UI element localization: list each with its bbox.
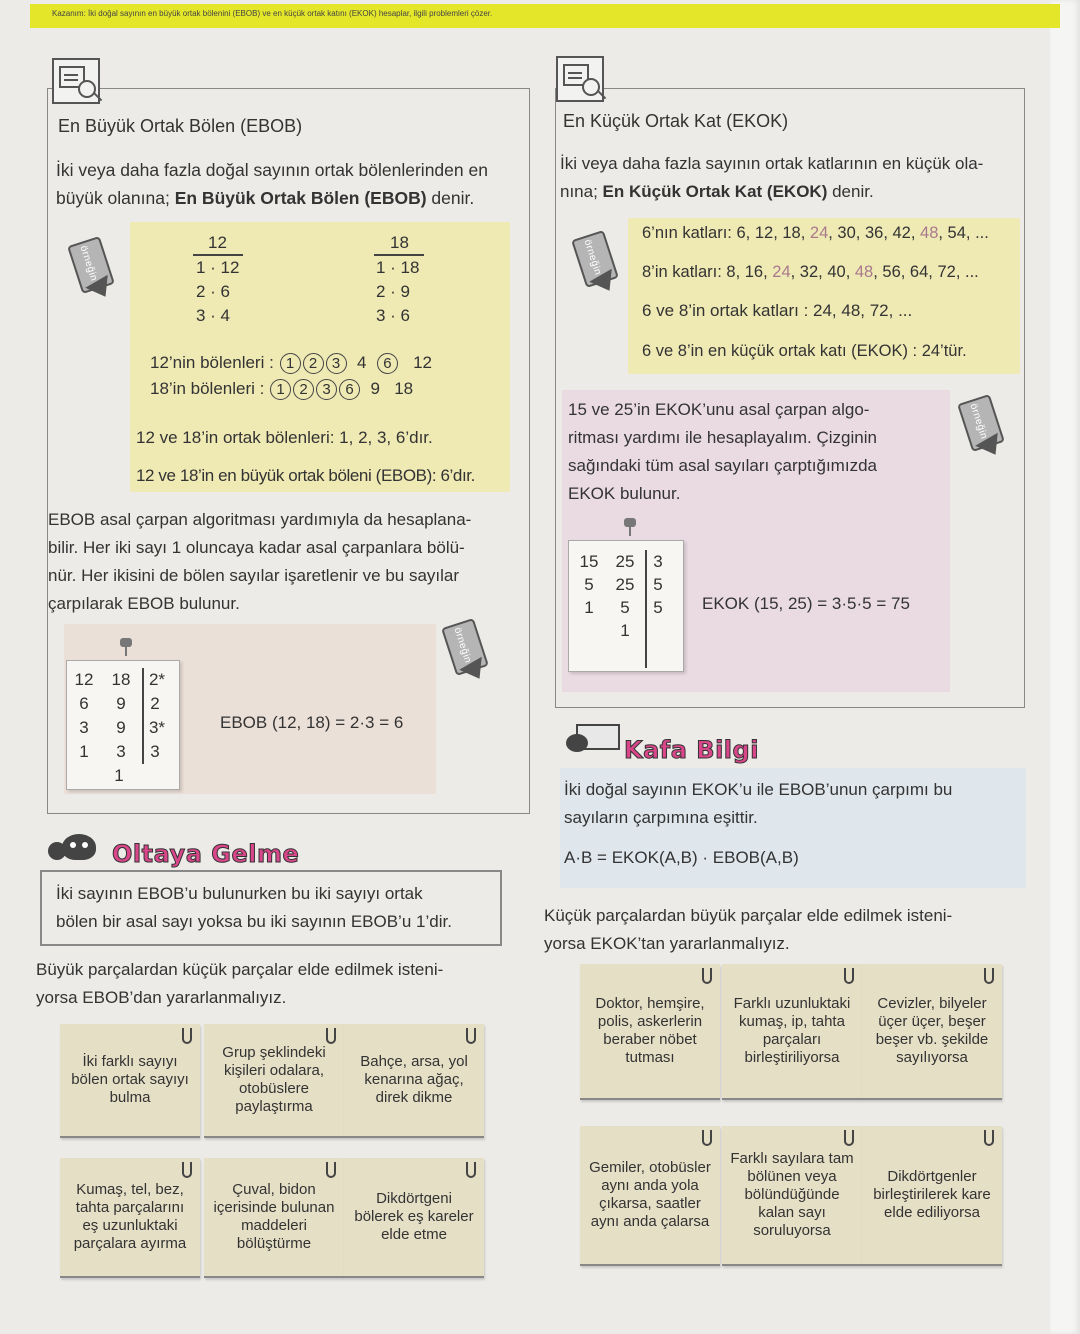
katlar-6: 6’nın katları: 6, 12, 18, 24, 30, 36, 42, 48, 54, ... [642,224,989,242]
ekok-intro: İki veya daha fazla sayının ortak katlarının en küçük ola- nına; En Küçük Ortak Kat (EKOK) denir. [560,154,984,201]
ekok-title: En Küçük Ortak Kat (EKOK) [563,111,789,131]
grid-cell: 9 [116,718,126,737]
grid-cell: 5 [584,575,594,594]
grid-cell: 3* [148,718,166,737]
ornegin-badge-icon: örneğin [570,232,626,298]
paperclip-icon [182,1162,192,1178]
paperclip-icon [702,1130,712,1146]
grid-cell: 1 [620,621,630,640]
ebob-use-note: Dikdörtgeni bölerek eş kareler elde etme [344,1158,484,1278]
ebob-use-note: Grup şeklindeki kişileri odalara, otobüslere paylaştırma [204,1024,344,1138]
ex1-row: 1 · 12 [196,258,240,277]
kafa-bilgi-title: Kafa Bilgi [624,736,759,764]
ekok-algo-text: 15 ve 25’in EKOK’unu asal çarpan algo- ritması yardımı ile hesaplayalım. Çizginin sağındaki tüm asal sayıları çarptığımızda EKOK bulunur. [568,400,877,503]
pin-icon [622,518,638,536]
ornegin-badge-icon: örneğin [66,238,122,304]
ex1-row: 3 · 6 [376,306,411,325]
ebob-result-text: 12 ve 18’in en büyük ortak böleni (EBOB): 6’dır. [136,466,475,485]
oltaya-gelme-text: İki sayının EBOB’u bulunurken bu iki sayıyı ortak bölen bir asal sayı yoksa bu iki sayının EBOB’u 1’dir. [56,884,452,931]
ekok-use-note: Farklı sayılara tam bölünen veya bölündüğünde kalan sayı soruluyorsa [722,1126,862,1266]
paperclip-icon [844,1130,854,1146]
ex1-row: 1 · 18 [376,258,420,277]
paperclip-icon [182,1028,192,1044]
grid-cell: 6 [79,694,89,713]
grid-cell: 5 [620,598,630,617]
grid-cell: 2* [148,670,166,689]
grid-cell: 25 [615,552,635,571]
ex1-row: 3 · 4 [196,306,231,325]
kazanim-header: Kazanım: İki doğal sayının en büyük ortak bölenini (EBOB) ve en küçük ortak katını (EKOK) hesaplar, ilgili problemleri çözer. [30,4,1060,28]
ebob-use-note: İki farklı sayıyı bölen ortak sayıyı bulma [60,1024,200,1138]
magnifier-screen-icon [52,58,100,104]
grid-cell: 15 [579,552,599,571]
grid-cell: 25 [615,575,635,594]
ebob-title: En Büyük Ortak Bölen (EBOB) [58,116,303,136]
ex1-head-18: 18 [390,233,409,252]
paperclip-icon [466,1162,476,1178]
grid-cell: 3 [116,742,126,761]
ebob-intro: İki veya daha fazla doğal sayının ortak bölenlerinden en büyük olanına; En Büyük Ortak Bölen (EBOB) denir. [56,160,488,208]
paperclip-icon [702,968,712,984]
ekok-result-text: 6 ve 8’in en küçük ortak katı (EKOK) : 24’tür. [642,342,967,360]
ekok-use-note: Cevizler, bilyeler üçer üçer, beşer beşer vb. şekilde sayılıyorsa [862,964,1002,1100]
paperclip-icon [984,1130,994,1146]
ekok-use-note: Dikdörtgenler birleştirilerek kare elde ediliyorsa [862,1126,1002,1266]
grid-cell: 2 [150,694,160,713]
ex1-row: 2 · 6 [196,282,231,301]
bolenler-12: 12’nin bölenleri : 1 2 3 4 6 12 [150,353,433,372]
magnifier-screen-icon [556,56,604,102]
cat-fishing-icon [48,830,110,860]
ex1-row: 2 · 9 [376,282,411,301]
grid-cell: 1 [584,598,594,617]
grid-cell: 1 [114,766,124,785]
grid-cell: 9 [116,694,126,713]
grid-cell: 3 [653,552,663,571]
divider [374,254,424,256]
ebob-use-note: Kumaş, tel, bez, tahta parçalarını eş uzunluktaki parçalara ayırma [60,1158,200,1278]
kafa-bilgi-formula: A·B = EKOK(A,B) · EBOB(A,B) [564,848,799,867]
ortak-katlar: 6 ve 8’in ortak katları : 24, 48, 72, ... [642,301,913,320]
katlar-8: 8’in katları: 8, 16, 24, 32, 40, 48, 56, 64, 72, ... [642,263,979,281]
page-edge [1050,0,1080,1334]
ebob-use-note: Çuval, bidon içerisinde bulunan maddeleri bölüştürme [204,1158,344,1278]
grid-cell: 3 [79,718,89,737]
ex1-head-12: 12 [208,233,227,252]
divider [193,254,243,256]
ekok-use-note: Doktor, hemşire, polis, askerlerin beraber nöbet tutması [580,964,720,1100]
ebob-algo-text: EBOB asal çarpan algoritması yardımıyla da hesaplana- bilir. Her iki sayı 1 oluncaya kadar asal çarpanlara bölü- nür. Her ikisini de bölen sayılar işaretlenir ve bu sayılar çarpılarak EBOB bulunur. [48,510,472,613]
grid-cell: 3 [150,742,160,761]
pin-icon [118,638,134,656]
kafa-bilgi-text: İki doğal sayının EKOK’u ile EBOB’unun çarpımı bu sayıların çarpımına eşittir. [564,780,953,827]
grid-cell: 1 [79,742,89,761]
grid-cell: 5 [653,575,663,594]
ekok-use-note: Gemiler, otobüsler aynı anda yola çıkarsa, saatler aynı anda çalarsa [580,1126,720,1266]
ortak-bolenler: 12 ve 18’in ortak bölenleri: 1, 2, 3, 6’dır. [136,428,433,447]
ekok-parca-text: Küçük parçalardan büyük parçalar elde edilmek isteni- yorsa EKOK’tan yararlanmalıyız. [544,906,953,953]
bolenler-18: 18’in bölenleri : 1 2 3 6 9 18 [150,379,414,398]
paperclip-icon [466,1028,476,1044]
ebob-parca-text: Büyük parçalardan küçük parçalar elde edilmek isteni- yorsa EBOB’dan yararlanmalıyız. [36,960,444,1007]
ebob-use-note: Bahçe, arsa, yol kenarına ağaç, direk dikme [344,1024,484,1138]
ornegin-badge-icon: örneğin [956,396,1012,462]
grid-cell: 12 [74,670,94,689]
grid-cell: 5 [653,598,663,617]
paperclip-icon [326,1162,336,1178]
ebob-algo-result: EBOB (12, 18) = 2·3 = 6 [220,713,404,732]
cat-laptop-icon [566,722,624,752]
ekok-algo-result: EKOK (15, 25) = 3·5·5 = 75 [702,594,910,613]
grid-cell: 18 [111,670,131,689]
paperclip-icon [326,1028,336,1044]
ekok-use-note: Farklı uzunluktaki kumaş, ip, tahta parçaları birleştiriliyorsa [722,964,862,1100]
oltaya-gelme-title: Oltaya Gelme [112,840,300,868]
paperclip-icon [984,968,994,984]
ornegin-badge-icon: örneğin [440,620,496,686]
paperclip-icon [844,968,854,984]
